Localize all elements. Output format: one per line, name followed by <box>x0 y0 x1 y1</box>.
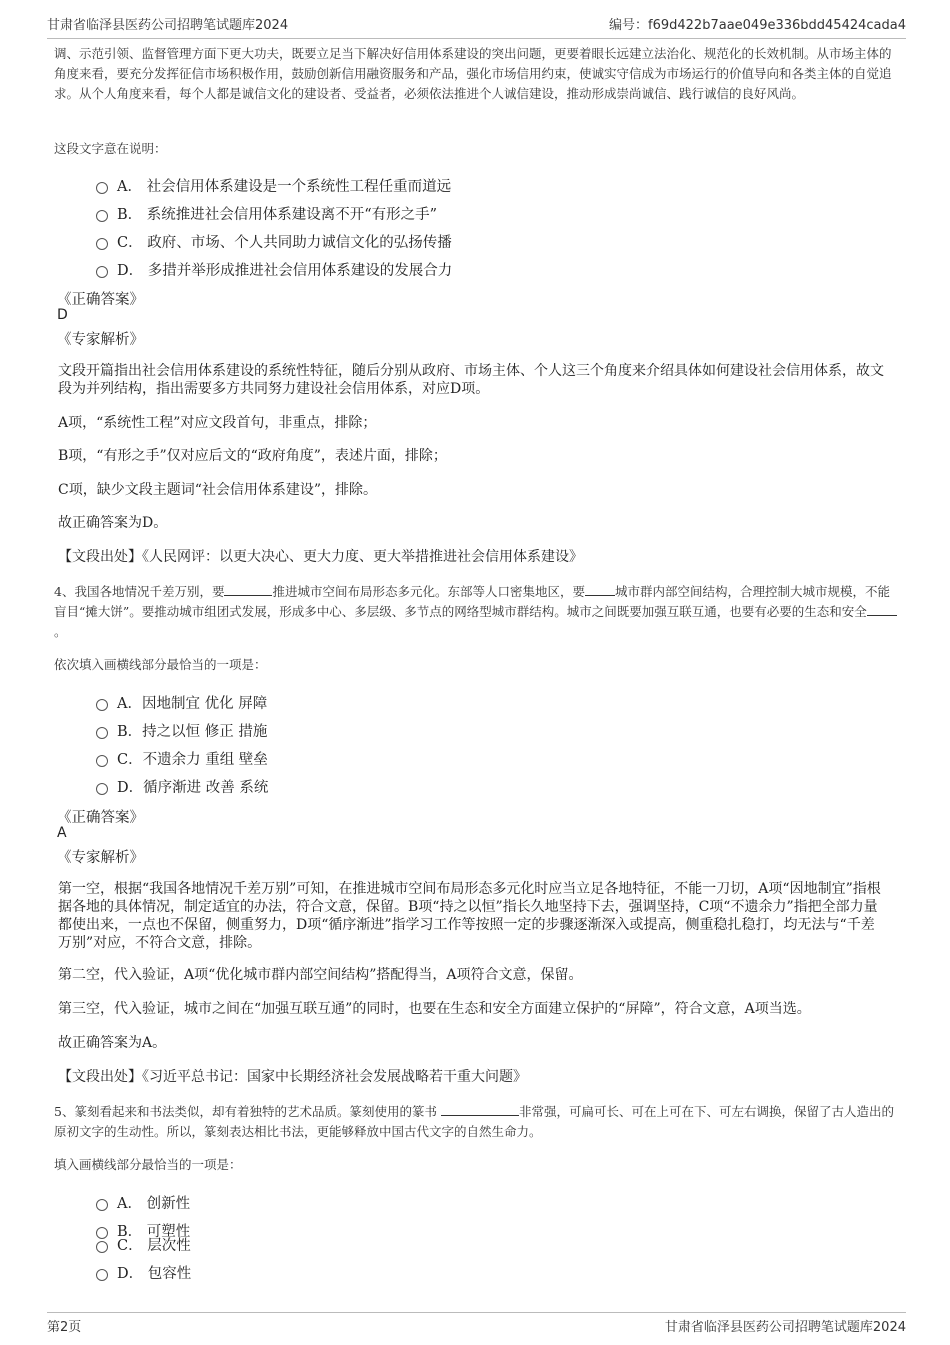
q5-option-d-label: D． 包容性 <box>117 1266 192 1282</box>
q3-analysis-p1: 文段开篇指出社会信用体系建设的系统性特征，随后分别从政府、市场主体、个人这三个角度来介绍具体如何建设社会信用体系，故文段为并列结构，指出需要多方共同努力建设社会信用体系，对应D项。 <box>58 363 884 397</box>
q5-option-c[interactable] <box>96 1234 191 1255</box>
q3-option-a[interactable] <box>96 175 451 196</box>
q5-passage-part2: 非常强，可扁可长、可在上可在下、可左右调换，保留了古人造出的原初文字的生动性。所以，篆刻表达相比书法，更能够释放中国古代文字的自然生命力。 <box>54 1104 894 1139</box>
q4-blank-3 <box>867 603 897 616</box>
q4-source: 【文段出处】《习近平总书记：国家中长期经济社会发展战略若干重大问题》 <box>58 1069 527 1085</box>
q3-option-d[interactable] <box>96 259 452 280</box>
q3-passage: 调、示范引领、监督管理方面下更大功夫，既要立足当下解决好信用体系建设的突出问题，更要着眼长远建立法治化、规范化的长效机制。从市场主体的角度来看，要充分发挥征信市场积极作用，鼓励创新信用融资服务和产品，强化市场信用约束，使诚实守信成为市场运行的价值导向和各类主体的自觉追求。从个人角度来看，每个人都是诚信文化的建设者、受益者，必须依法推进个人诚信建设，推动形成崇尚诚信、践行诚信的良好风尚。 <box>54 46 892 101</box>
q5-option-b-label: B． 可塑性 <box>117 1224 191 1240</box>
q3-analysis-p4: C项，缺少文段主题词“社会信用体系建设”，排除。 <box>58 482 378 498</box>
page-footer <box>47 1312 906 1335</box>
q4-answer-label: 《正确答案》 <box>57 810 144 826</box>
q3-analysis-label: 《专家解析》 <box>57 332 144 348</box>
q5-option-a[interactable] <box>96 1192 190 1213</box>
q4-passage <box>54 582 899 642</box>
radio-icon[interactable] <box>96 238 108 250</box>
q5-question: 填入画横线部分最恰当的一项是： <box>54 1157 242 1172</box>
q3-answer-label: 《正确答案》 <box>57 292 144 308</box>
q4-analysis-p4: 故正确答案为A。 <box>58 1035 167 1051</box>
q5-option-a-label: A． 创新性 <box>117 1196 191 1212</box>
q4-option-c-label: C．不遗余力 重组 壁垒 <box>117 752 268 768</box>
q4-analysis-p1: 第一空，根据“我国各地情况千差万别”可知，在推进城市空间布局形态多元化时应当立足各地特征，不能一刀切，A项“因地制宜”指根据各地的具体情况，制定适宜的办法，符合文意，保留。B项“持之以恒”指长久地坚持下去，强调坚持，C项“不遗余力”指把全部力量都使出来，一点也不保留，侧重努力，D项“循序渐进”指学习工作等按照一定的步骤逐渐深入或提高，侧重稳扎稳打，均无法与“千差万别”对应，不符合文意，排除。 <box>58 881 881 951</box>
q3-analysis-p2: A项，“系统性工程”对应文段首句，非重点，排除； <box>58 415 377 431</box>
q4-analysis-p2: 第二空，代入验证，A项“优化城市群内部空间结构”搭配得当，A项符合文意，保留。 <box>58 967 583 983</box>
q3-question: 这段文字意在说明： <box>54 141 167 156</box>
header-serial: 编号：f69d422b7aae049e336bdd45424cada4 <box>609 18 906 33</box>
q3-option-d-label: D． 多措并举形成推进社会信用体系建设的发展合力 <box>117 263 453 279</box>
q5-passage <box>54 1102 899 1142</box>
q4-option-a[interactable] <box>96 692 267 713</box>
q4-blank-2 <box>585 583 615 596</box>
q4-option-a-label: A．因地制宜 优化 屏障 <box>117 696 268 712</box>
q4-question: 依次填入画横线部分最恰当的一项是： <box>54 657 267 672</box>
q3-answer: D <box>57 307 68 323</box>
radio-icon[interactable] <box>96 266 108 278</box>
radio-icon[interactable] <box>96 755 108 767</box>
q5-option-d[interactable] <box>96 1262 191 1283</box>
radio-icon[interactable] <box>96 1269 108 1281</box>
radio-icon[interactable] <box>96 210 108 222</box>
radio-icon[interactable] <box>96 699 108 711</box>
q3-option-a-label: A． 社会信用体系建设是一个系统性工程任重而道远 <box>117 179 452 195</box>
q3-option-b-label: B． 系统推进社会信用体系建设离不开“有形之手” <box>117 207 438 223</box>
q4-option-d[interactable] <box>96 776 268 797</box>
q3-option-c-label: C． 政府、市场、个人共同助力诚信文化的弘扬传播 <box>117 235 452 251</box>
q3-source: 【文段出处】《人民网评：以更大决心、更大力度、更大举措推进社会信用体系建设》 <box>58 549 583 565</box>
q4-blank-1 <box>224 583 272 596</box>
q4-option-c[interactable] <box>96 748 268 769</box>
q4-answer: A <box>57 825 67 841</box>
radio-icon[interactable] <box>96 783 108 795</box>
radio-icon[interactable] <box>96 1241 108 1253</box>
q3-analysis-p3: B项，“有形之手”仅对应后文的“政府角度”，表述片面，排除； <box>58 448 447 464</box>
q4-passage-part1: 4、我国各地情况千差万别，要 <box>54 584 225 599</box>
q5-passage-part1: 5、篆刻看起来和书法类似，却有着独特的艺术品质。篆刻使用的篆书 <box>54 1104 441 1119</box>
radio-icon[interactable] <box>96 1199 108 1211</box>
q5-option-c-label: C． 层次性 <box>117 1238 191 1254</box>
header-title: 甘肃省临泽县医药公司招聘笔试题库2024 <box>47 18 289 33</box>
radio-icon[interactable] <box>96 727 108 739</box>
page-number: 第2页 <box>47 1320 82 1335</box>
q4-passage-part4: 。 <box>54 624 67 639</box>
page-header <box>47 14 906 39</box>
radio-icon[interactable] <box>96 182 108 194</box>
q4-option-b-label: B．持之以恒 修正 措施 <box>117 724 268 740</box>
q4-analysis-p3: 第三空，代入验证，城市之间在“加强互联互通”的同时，也要在生态和安全方面建立保护的“屏障”，符合文意，A项当选。 <box>58 1001 811 1017</box>
q5-blank <box>441 1103 519 1116</box>
q3-analysis-p5: 故正确答案为D。 <box>58 515 168 531</box>
q4-passage-part2: 推进城市空间布局形态多元化。东部等人口密集地区，要 <box>272 584 585 599</box>
footer-title: 甘肃省临泽县医药公司招聘笔试题库2024 <box>664 1320 906 1335</box>
q4-passage-part3: 城市群内部空间结构，合理控制大城市规模，不能盲目“摊大饼”。要推动城市组团式发展，形成多中心、多层级、多节点的网络型城市群结构。城市之间既要加强互联互通，也要有必要的生态和安全 <box>54 584 890 619</box>
q3-option-c[interactable] <box>96 231 452 252</box>
q4-option-b[interactable] <box>96 720 267 741</box>
q4-analysis-label: 《专家解析》 <box>57 850 144 866</box>
q3-option-b[interactable] <box>96 203 437 224</box>
q4-option-d-label: D．循序渐进 改善 系统 <box>117 780 269 796</box>
